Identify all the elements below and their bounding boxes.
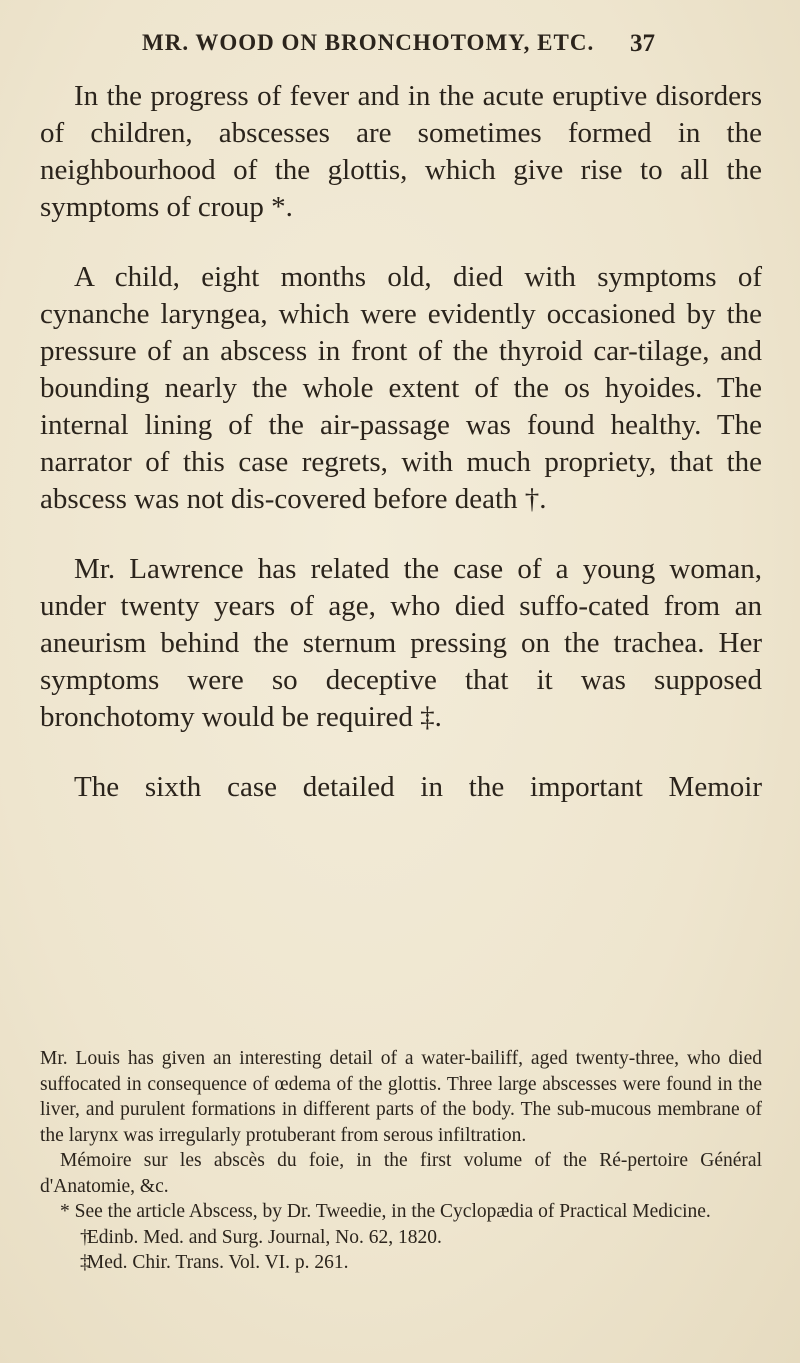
- footnote-double-dagger: [40, 1250, 762, 1276]
- footnote-text: See the article Abscess, by Dr. Tweedie, in the Cyclopædia of Practical Medicine.: [74, 1201, 711, 1222]
- paragraph-2: A child, eight months old, died with symptoms of cynanche laryngea, which were evidently occasioned by the pressure of an abscess in front of the thyroid car-tilage, and bounding nearly the whole extent of the os hyoides. The internal lining of the air-passage was found healthy. The narrator of this case regrets, with much propriety, that the abscess was not dis-covered before death †.: [40, 261, 762, 515]
- footnote-mark: *: [60, 1201, 70, 1222]
- running-head: [0, 30, 800, 64]
- footnote-continued: Mr. Louis has given an interesting detail of a water-bailiff, aged twenty-three, who died suffocated in consequence of œdema of the glottis. Three large abscesses were found in the liver, and purulent formations in different parts of the body. The sub-mucous membrane of the larynx was irregularly protuberant from serous infiltration.: [40, 1048, 762, 1146]
- footnote-text: Edinb. Med. and Surg. Journal, No. 62, 1820.: [86, 1226, 442, 1248]
- paragraph-4: The sixth case detailed in the important Memoir: [74, 771, 762, 803]
- footnote-mark: ‡: [80, 1252, 90, 1273]
- paragraph-1: In the progress of fever and in the acute eruptive disorders of children, abscesses are sometimes formed in the neighbourhood of the glottis, which give rise to all the symptoms of croup *.: [40, 80, 762, 223]
- footnotes: [40, 1046, 762, 1276]
- footnote-memoire: Mémoire sur les abscès du foie, in the first volume of the Ré-pertoire Général d'Anatomie, &c.: [40, 1150, 762, 1197]
- footnote-text: Med. Chir. Trans. Vol. VI. p. 261.: [86, 1252, 349, 1273]
- paragraph-3: Mr. Lawrence has related the case of a young woman, under twenty years of age, who died suffo-cated from an aneurism behind the sternum pressing on the trachea. Her symptoms were so deceptive that it was supposed bronchotomy would be required ‡.: [40, 553, 762, 733]
- footnote-asterisk: [40, 1199, 762, 1225]
- footnote-dagger: [40, 1225, 762, 1251]
- main-text: [40, 78, 762, 806]
- page-number: 37: [630, 30, 655, 57]
- footnote-mark: †: [80, 1226, 90, 1248]
- running-title: MR. WOOD ON BRONCHOTOMY, ETC.: [142, 30, 595, 55]
